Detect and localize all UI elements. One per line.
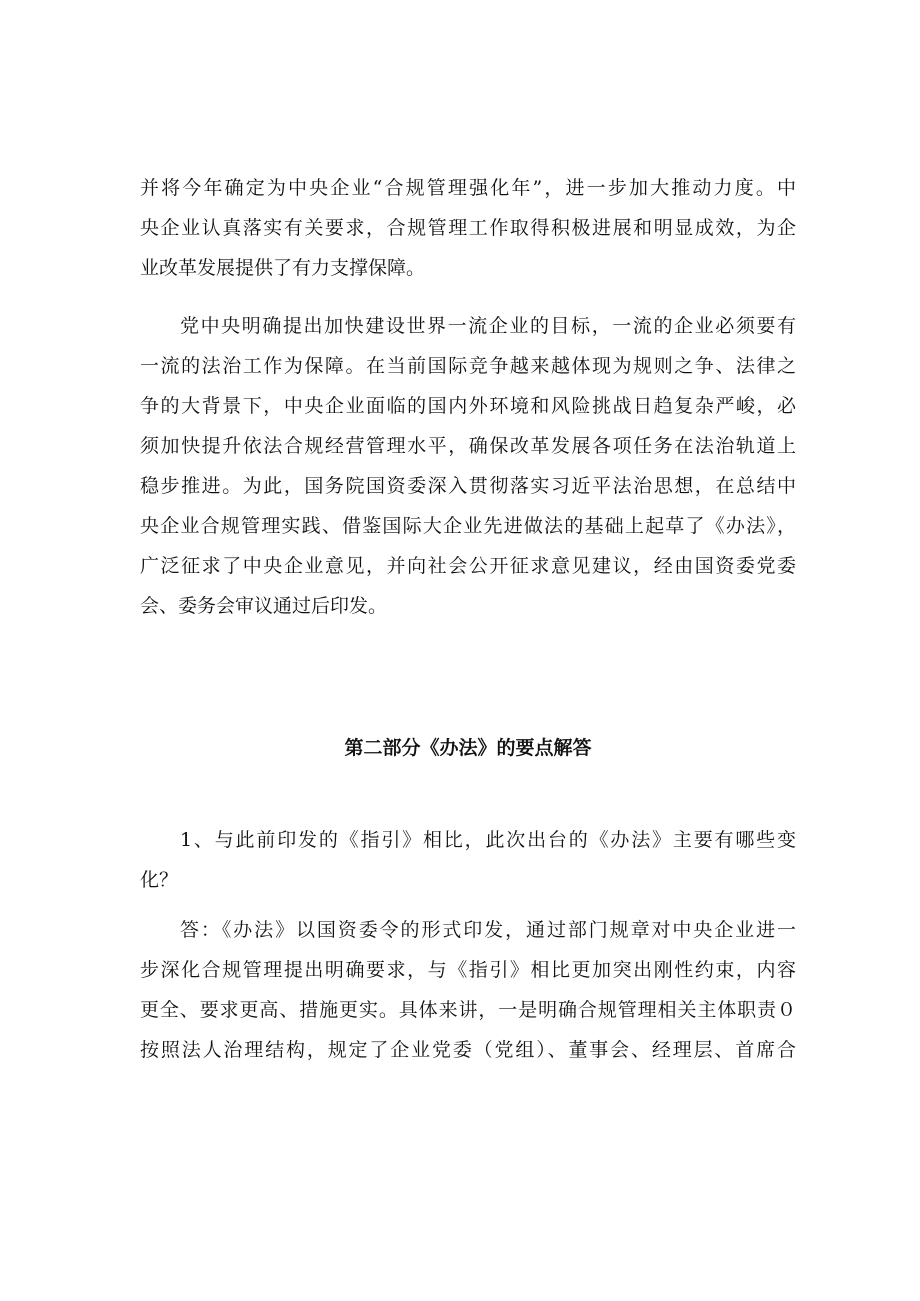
text-line: 按照法人治理结构，规定了企业党委（党组）、董事会、经理层、首席合 — [140, 1039, 796, 1061]
text-line: 争的大背景下，中央企业面临的国内外环境和风险挑战日趋复杂严峻，必 — [140, 395, 796, 417]
text-line: 广泛征求了中央企业意见，并向社会公开征求意见建议，经由国资委党委 — [140, 555, 796, 577]
paragraph-intro-continued — [140, 168, 796, 288]
text-line: 一流的法治工作为保障。在当前国际竞争越来越体现为规则之争、法律之 — [140, 355, 796, 377]
paragraph-background — [140, 306, 796, 626]
text-line: 央企业认真落实有关要求，合规管理工作取得积极进展和明显成效，为企 — [140, 217, 796, 239]
text-line: 业改革发展提供了有力支撑保障。 — [140, 257, 426, 279]
text-line: 稳步推进。为此，国务院国资委深入贯彻落实习近平法治思想，在总结中 — [140, 475, 796, 497]
text-line: 1、与此前印发的《指引》相比，此次出台的《办法》主要有哪些变 — [180, 829, 796, 851]
question-1 — [140, 820, 796, 900]
text-line: 答：《办法》以国资委令的形式印发，通过部门规章对中央企业进一 — [180, 919, 796, 941]
text-line: 并将今年确定为中央企业“合规管理强化年”，进一步加大推动力度。中 — [140, 177, 796, 199]
text-line: 须加快提升依法合规经营管理水平，确保改革发展各项任务在法治轨道上 — [140, 435, 796, 457]
text-line: 党中央明确提出加快建设世界一流企业的目标，一流的企业必须要有 — [180, 315, 796, 337]
answer-1 — [140, 910, 796, 1070]
text-line: 更全、要求更高、措施更实。具体来讲，一是明确合规管理相关主体职责０ — [140, 999, 796, 1021]
section-heading: 第二部分《办法》的要点解答 — [344, 737, 592, 759]
text-line: 步深化合规管理提出明确要求，与《指引》相比更加突出刚性约束，内容 — [140, 959, 796, 981]
text-line: 会、委务会审议通过后印发。 — [140, 595, 388, 617]
text-line: 化？ — [140, 869, 179, 891]
text-line: 央企业合规管理实践、借鉴国际大企业先进做法的基础上起草了《办法》， — [140, 515, 796, 537]
